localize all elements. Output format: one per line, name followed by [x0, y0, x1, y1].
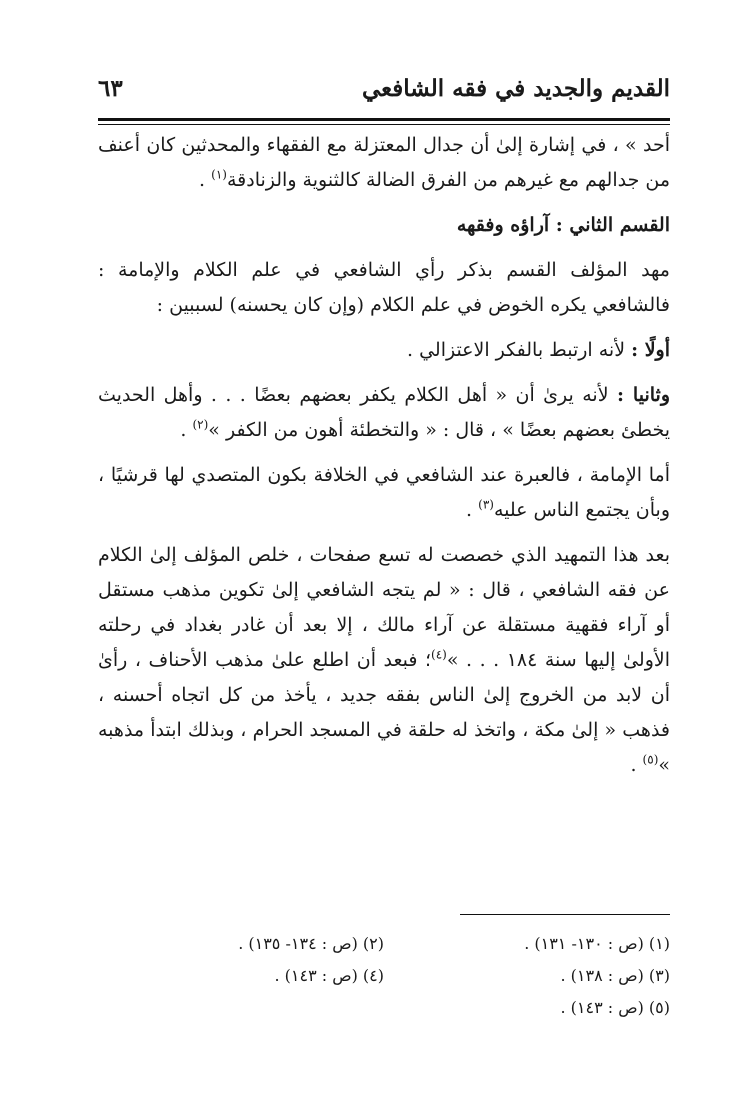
paragraph-5-end: .	[466, 499, 479, 521]
footnote-3: (٣) (ص : ١٣٨) .	[560, 966, 670, 985]
footnote-row	[98, 960, 670, 992]
paragraph-6-text-b: ؛ فبعد أن اطلع علىٰ مذهب الأحناف ، رأىٰ أن لابد من الخروج إلىٰ الناس بفقه جديد ، يأخذ من كل اتجاه أحسنه ، فذهب « إلىٰ مكة ، واتخذ له حلقة في المسجد الحرام ، وبذلك ابتدأ مذهبه »	[98, 649, 670, 776]
paragraph-4-text: لأنه يرىٰ أن « أهل الكلام يكفر بعضهم بعضًا . . . وأهل الحديث يخطئ بعضهم بعضًا » ، قال : « والتخطئة أهون من الكفر »	[98, 384, 670, 441]
paragraph-3-text: لأنه ارتبط بالفكر الاعتزالي .	[406, 339, 632, 361]
paragraph-6	[98, 538, 670, 783]
paragraph-1-text: أحد » ، في إشارة إلىٰ أن جدال المعتزلة مع الفقهاء والمحدثين كان أعنف من جدالهم مع غيرهم من الفرق الضالة كالثنوية والزنادقة	[98, 134, 670, 191]
footnote-row	[98, 928, 670, 960]
paragraph-6-end: .	[630, 754, 643, 776]
footnote-2: (٢) (ص : ١٣٤- ١٣٥) .	[238, 934, 384, 953]
paragraph-4-end: .	[180, 419, 193, 441]
header-rule	[98, 118, 670, 125]
footnote-1: (١) (ص : ١٣٠- ١٣١) .	[524, 934, 670, 953]
paragraph-3	[98, 333, 670, 368]
footnotes	[98, 928, 670, 1024]
paragraph-4-lead: وثانيا :	[616, 384, 670, 406]
section-heading: القسم الثاني : آراؤه وفقهه	[456, 214, 670, 236]
page-number: ٦٣	[98, 74, 123, 102]
footnote-5: (٥) (ص : ١٤٣) .	[560, 998, 670, 1017]
footnote-ref-5: (٥)	[642, 752, 659, 767]
paragraph-6-text-a: بعد هذا التمهيد الذي خصصت له تسع صفحات ، خلص المؤلف إلىٰ الكلام عن فقه الشافعي ، قال : « لم يتجه الشافعي إلىٰ تكوين مذهب مستقل أو آراء فقهية مستقلة عن آراء مالك ، إلا بعد أن غادر بغداد في رحلته الأولىٰ إليها سنة ١٨٤ . . . »	[98, 544, 670, 671]
footnote-row	[98, 992, 670, 1024]
paragraph-1	[98, 128, 670, 198]
body-text	[98, 128, 670, 793]
footnote-ref-2: (٢)	[192, 417, 209, 432]
paragraph-2: مهد المؤلف القسم بذكر رأي الشافعي في علم الكلام والإمامة : فالشافعي يكره الخوض في علم الكلام (وإن كان يحسنه) لسببين :	[98, 259, 670, 316]
footnote-ref-4: (٤)	[431, 647, 447, 662]
footnote-ref-1: (١)	[211, 167, 227, 182]
paragraph-5	[98, 458, 670, 528]
paragraph-5-text: أما الإمامة ، فالعبرة عند الشافعي في الخلافة بكون المتصدي لها قرشيًا ، وبأن يجتمع الناس عليه	[98, 464, 670, 521]
header-title: القديم والجديد في فقه الشافعي	[361, 74, 670, 102]
footnote-rule	[460, 914, 670, 915]
paragraph-1-end: .	[199, 169, 212, 191]
paragraph-4	[98, 378, 670, 448]
footnote-ref-3: (٣)	[478, 497, 494, 512]
running-header	[98, 66, 670, 110]
paragraph-3-lead: أولًا :	[631, 339, 670, 361]
footnote-4: (٤) (ص : ١٤٣) .	[274, 966, 384, 985]
